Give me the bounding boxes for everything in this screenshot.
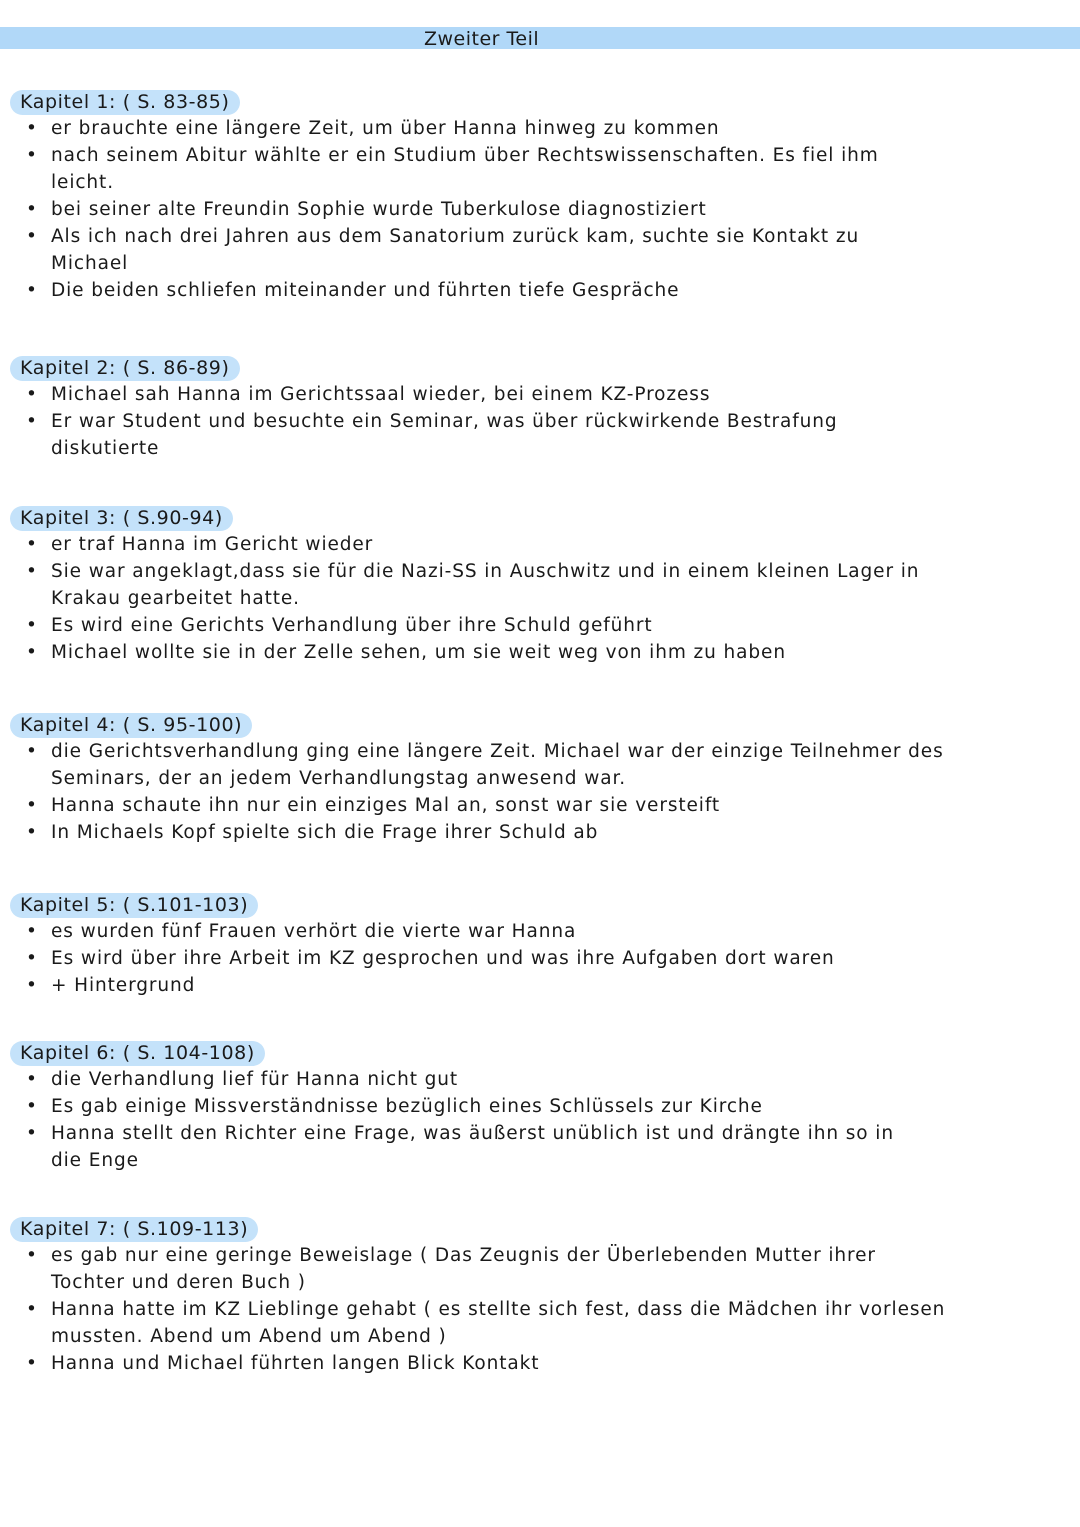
bullet-icon: • [26, 280, 38, 301]
bullet-item [10, 918, 1070, 945]
bullet-icon: • [26, 1245, 38, 1266]
bullet-text: Als ich nach drei Jahren aus dem Sanatorium zurück kam, suchte sie Kontakt zu [51, 226, 860, 247]
bullet-text: bei seiner alte Freundin Sophie wurde Tuberkulose diagnostiziert [51, 199, 707, 220]
bullet-item [10, 115, 1070, 142]
title-bar [0, 27, 1080, 49]
chapter-section [10, 356, 1070, 462]
bullet-text: Tochter und deren Buch ) [51, 1272, 306, 1293]
bullet-item [10, 819, 1070, 846]
bullet-item [10, 531, 1070, 558]
chapter-label: Kapitel 7: ( S.109-113) [10, 1217, 258, 1242]
chapter-label: Kapitel 5: ( S.101-103) [10, 893, 258, 918]
bullet-text: mussten. Abend um Abend um Abend ) [51, 1326, 447, 1347]
bullet-item [10, 1242, 1070, 1296]
chapter-section [10, 90, 1070, 304]
bullet-icon: • [26, 741, 38, 762]
bullet-item [10, 381, 1070, 408]
bullet-icon: • [26, 226, 38, 247]
bullet-text: + Hintergrund [51, 975, 196, 996]
bullet-text: Sie war angeklagt,dass sie für die Nazi-SS in Auschwitz und in einem kleinen Lager in [51, 561, 920, 582]
bullet-text: die Verhandlung lief für Hanna nicht gut [51, 1069, 459, 1090]
bullet-icon: • [26, 145, 38, 166]
bullet-icon: • [26, 118, 38, 139]
bullet-text: Hanna hatte im KZ Lieblinge gehabt ( es stellte sich fest, dass die Mädchen ihr vorlesen [51, 1299, 946, 1320]
bullet-text: Hanna schaute ihn nur ein einziges Mal an, sonst war sie versteift [51, 795, 721, 816]
bullet-icon: • [26, 411, 38, 432]
bullet-text: Seminars, der an jedem Verhandlungstag anwesend war. [51, 768, 627, 789]
bullet-icon: • [26, 921, 38, 942]
bullet-text: leicht. [51, 172, 114, 193]
bullet-text: es wurden fünf Frauen verhört die vierte war Hanna [51, 921, 577, 942]
bullet-text: Es wird über ihre Arbeit im KZ gesprochen und was ihre Aufgaben dort waren [51, 948, 835, 969]
bullet-item [10, 612, 1070, 639]
chapter-label: Kapitel 1: ( S. 83-85) [10, 90, 240, 115]
bullet-text: diskutierte [51, 438, 160, 459]
bullet-icon: • [26, 795, 38, 816]
bullet-item [10, 223, 1070, 277]
bullet-icon: • [26, 534, 38, 555]
chapter-label: Kapitel 2: ( S. 86-89) [10, 356, 240, 381]
bullet-icon: • [26, 199, 38, 220]
bullet-item [10, 1066, 1070, 1093]
chapter-label: Kapitel 6: ( S. 104-108) [10, 1041, 265, 1066]
bullet-item [10, 945, 1070, 972]
chapter-section [10, 893, 1070, 999]
bullet-text: Krakau gearbeitet hatte. [51, 588, 300, 609]
bullet-text: Er war Student und besuchte ein Seminar, was über rückwirkende Bestrafung [51, 411, 838, 432]
bullet-item [10, 196, 1070, 223]
bullet-item [10, 1093, 1070, 1120]
bullet-text: er brauchte eine längere Zeit, um über Hanna hinweg zu kommen [51, 118, 720, 139]
bullet-icon: • [26, 561, 38, 582]
bullet-item [10, 408, 1070, 462]
bullet-text: die Gerichtsverhandlung ging eine längere Zeit. Michael war der einzige Teilnehmer des [51, 741, 944, 762]
bullet-item [10, 277, 1070, 304]
bullet-item [10, 639, 1070, 666]
bullet-item [10, 738, 1070, 792]
bullet-icon: • [26, 975, 38, 996]
bullet-icon: • [26, 384, 38, 405]
bullet-text: er traf Hanna im Gericht wieder [51, 534, 374, 555]
bullet-item [10, 972, 1070, 999]
bullet-item [10, 1120, 1070, 1174]
bullet-text: es gab nur eine geringe Beweislage ( Das Zeugnis der Überlebenden Mutter ihrer [51, 1245, 876, 1266]
bullet-text: nach seinem Abitur wählte er ein Studium über Rechtswissenschaften. Es fiel ihm [51, 145, 879, 166]
bullet-item [10, 558, 1070, 612]
page-title: Zweiter Teil [424, 28, 540, 50]
bullet-text: Die beiden schliefen miteinander und führten tiefe Gespräche [51, 280, 680, 301]
bullet-item [10, 1296, 1070, 1350]
chapter-section [10, 1041, 1070, 1174]
bullet-text: Michael wollte sie in der Zelle sehen, um sie weit weg von ihm zu haben [51, 642, 786, 663]
chapter-label: Kapitel 3: ( S.90-94) [10, 506, 233, 531]
bullet-item [10, 792, 1070, 819]
chapter-section [10, 506, 1070, 666]
bullet-icon: • [26, 642, 38, 663]
bullet-text: Hanna stellt den Richter eine Frage, was äußerst unüblich ist und drängte ihn so in [51, 1123, 894, 1144]
bullet-item [10, 1350, 1070, 1377]
bullet-text: Michael sah Hanna im Gerichtssaal wieder, bei einem KZ-Prozess [51, 384, 711, 405]
bullet-icon: • [26, 615, 38, 636]
bullet-text: die Enge [51, 1150, 139, 1171]
chapter-label: Kapitel 4: ( S. 95-100) [10, 713, 252, 738]
bullet-icon: • [26, 1123, 38, 1144]
bullet-text: Es gab einige Missverständnisse bezüglich eines Schlüssels zur Kirche [51, 1096, 763, 1117]
bullet-text: Michael [51, 253, 129, 274]
bullet-icon: • [26, 1096, 38, 1117]
bullet-text: In Michaels Kopf spielte sich die Frage ihrer Schuld ab [51, 822, 599, 843]
chapter-section [10, 713, 1070, 846]
bullet-icon: • [26, 822, 38, 843]
bullet-icon: • [26, 1353, 38, 1374]
bullet-text: Es wird eine Gerichts Verhandlung über ihre Schuld geführt [51, 615, 653, 636]
bullet-text: Hanna und Michael führten langen Blick Kontakt [51, 1353, 540, 1374]
chapter-section [10, 1217, 1070, 1377]
bullet-icon: • [26, 1069, 38, 1090]
bullet-icon: • [26, 948, 38, 969]
bullet-icon: • [26, 1299, 38, 1320]
bullet-item [10, 142, 1070, 196]
